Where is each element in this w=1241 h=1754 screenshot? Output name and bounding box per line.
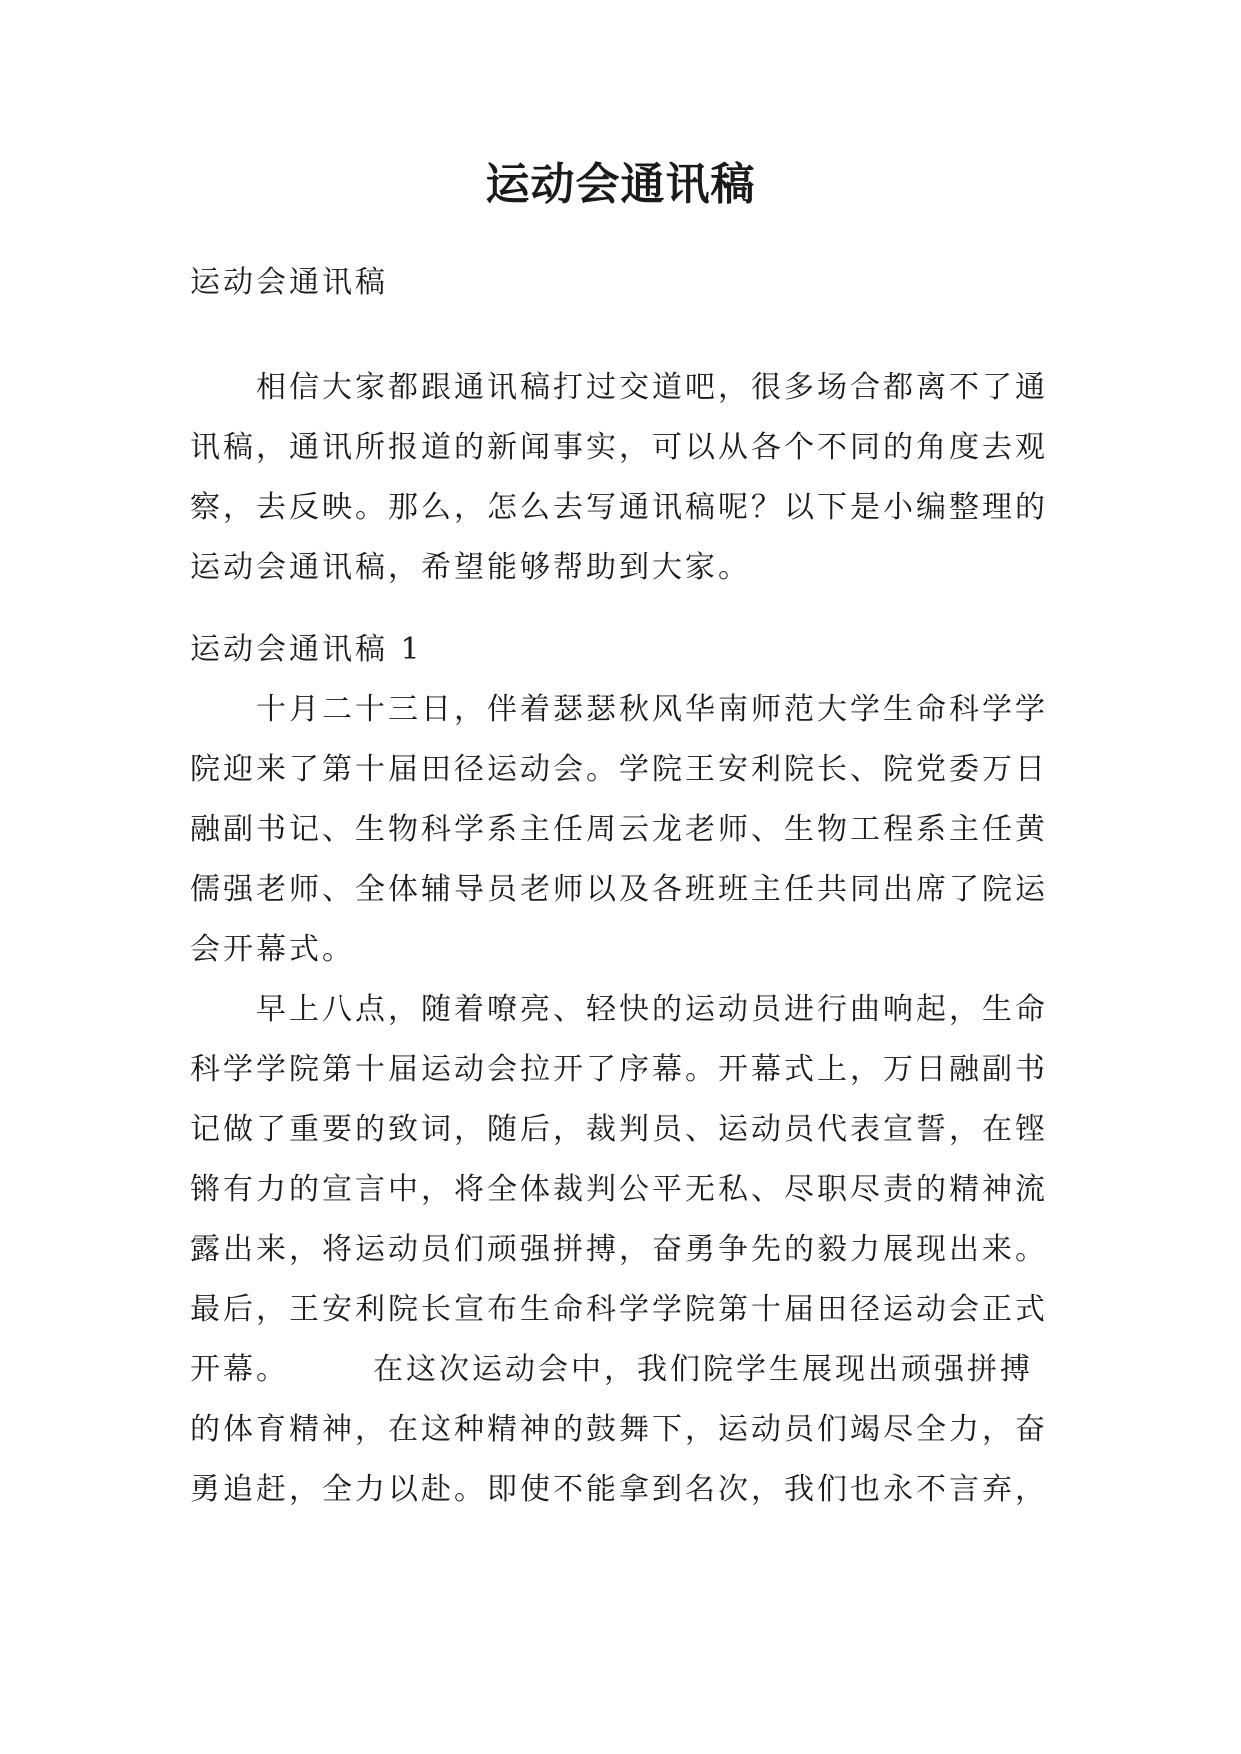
section-1-paragraph-2: 早上八点，随着嘹亮、轻快的运动员进行曲响起，生命科学学院第十届运动会拉开了序幕。开幕式上，万日融副书记做了重要的致词，随后，裁判员、运动员代表宣誓，在铿锵有力的宣言中，将全体裁判公平无私、尽职尽责的精神流露出来，将运动员们顽强拼搏，奋勇争先的毅力展现出来。最后，王安利院长宣布生命科学学院第十届田径运动会正式开幕。 在这次运动会中，我们院学生展现出顽强拼搏的体育精神，在这种精神的鼓舞下，运动员们竭尽全力，奋勇追赶，全力以赴。即使不能拿到名次，我们也永不言弃， bbox=[190, 992, 1048, 1507]
section-heading-1: 运动会通讯稿 1 bbox=[190, 632, 423, 667]
intro-paragraph: 相信大家都跟通讯稿打过交道吧，很多场合都离不了通讯稿，通讯所报道的新闻事实，可以从各个不同的角度去观察，去反映。那么，怎么去写通讯稿呢？以下是小编整理的运动会通讯稿，希望能够帮助到大家。 bbox=[190, 370, 1048, 585]
document-subtitle: 运动会通讯稿 bbox=[190, 265, 388, 300]
section-1-paragraph-1: 十月二十三日，伴着瑟瑟秋风华南师范大学生命科学学院迎来了第十届田径运动会。学院王安利院长、院党委万日融副书记、生物科学系主任周云龙老师、生物工程系主任黄儒强老师、全体辅导员老师以及各班班主任共同出席了院运会开幕式。 bbox=[190, 692, 1048, 967]
document-title: 运动会通讯稿 bbox=[485, 159, 756, 210]
